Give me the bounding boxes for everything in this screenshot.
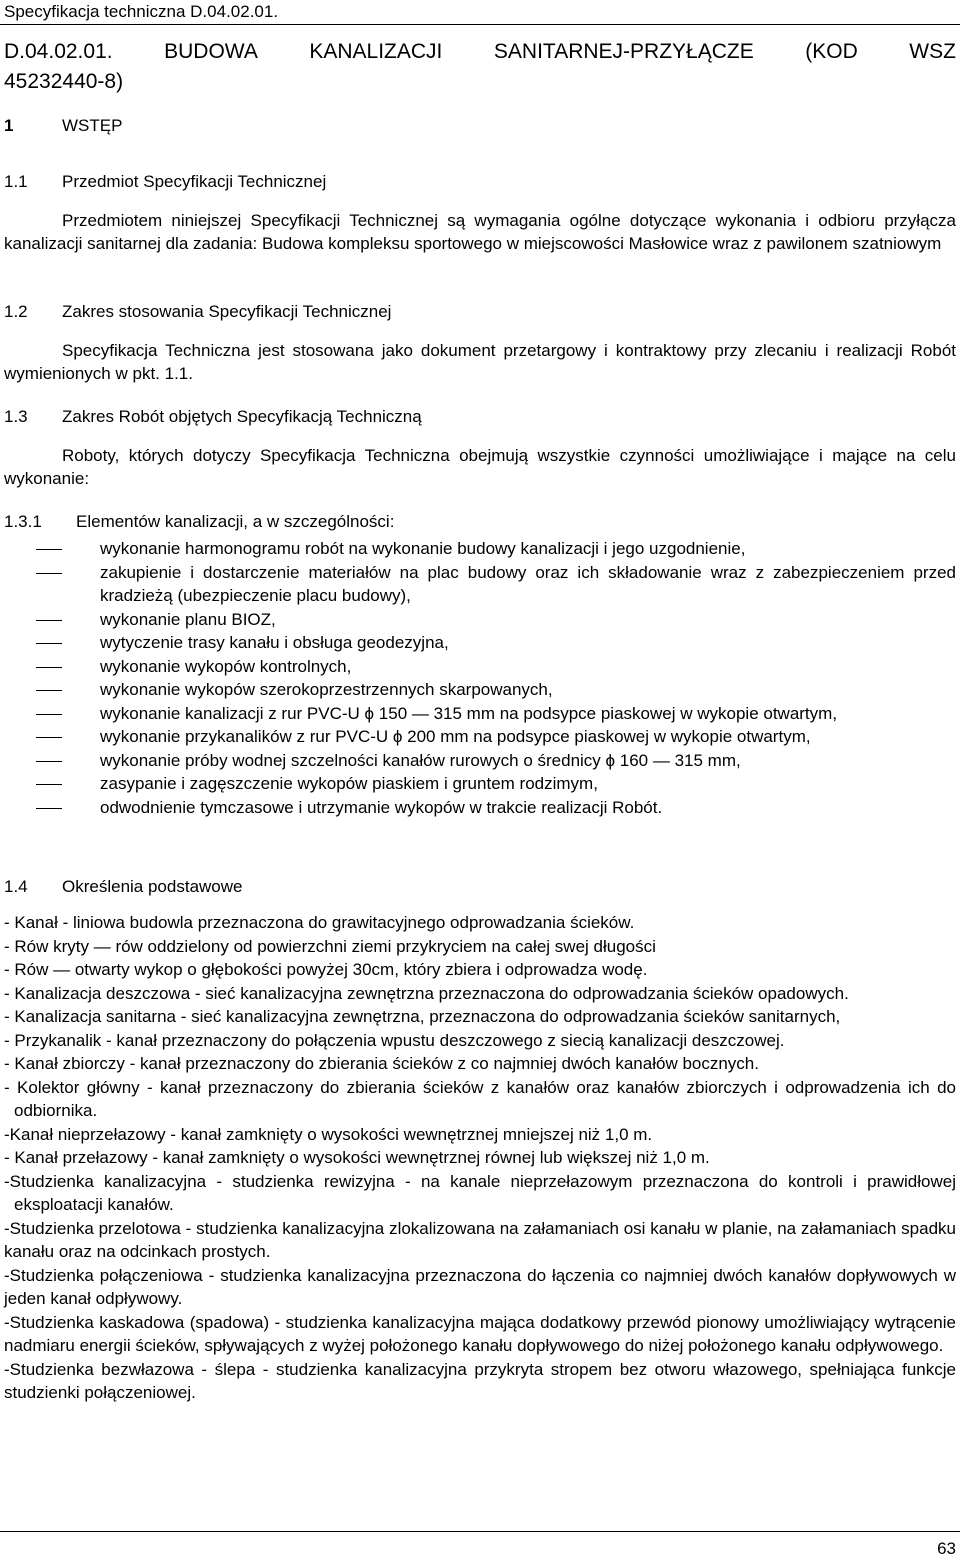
section-1-2 (4, 300, 956, 386)
dash-bullet (4, 772, 100, 796)
definitions-list (4, 911, 956, 1405)
definition: - Kanalizacja deszczowa - sieć kanalizacyjna zewnętrzna przeznaczona do odprowadzania ścieków opadowych. (4, 983, 849, 1003)
section-title: Elementów kanalizacji, a w szczególności: (76, 512, 395, 531)
definition: - Kolektor główny - kanał przeznaczony do zbierania ścieków z kanałów oraz kanałów zbiorczych i odprowadzenia ich do odbiornika. (4, 1077, 956, 1120)
section-number: 1.3.1 (4, 512, 42, 531)
title-line-2: 45232440-8) (4, 70, 124, 93)
list-item: wykonanie wykopów kontrolnych, (4, 655, 956, 679)
definition: - Kanał przełazowy - kanał zamknięty o wysokości wewnętrznej równej lub większej niż 1,0 m. (4, 1148, 710, 1167)
section-title: Przedmiot Specyfikacji Technicznej (62, 172, 327, 191)
doc-code: D.04.02.01. (4, 40, 113, 63)
section-number: 1.1 (4, 172, 28, 191)
definition: - Przykanalik - kanał przeznaczony do połączenia wpustu deszczowego z siecią kanalizacji deszczowej. (4, 1030, 785, 1050)
section-1-1 (4, 170, 956, 256)
list-item: zasypanie i zagęszczenie wykopów piaskiem i gruntem rodzimym, (4, 772, 956, 796)
definition: - Kanał - liniowa budowla przeznaczona do grawitacyjnego odprowadzania ścieków. (4, 913, 635, 932)
list-item: wytyczenie trasy kanału i obsługa geodezyjna, (4, 631, 956, 655)
dash-bullet (4, 796, 100, 820)
title-word: WSZ (909, 40, 956, 63)
list-item: wykonanie wykopów szerokoprzestrzennych skarpowanych, (4, 678, 956, 702)
section-heading (4, 114, 956, 138)
definition: -Kanał nieprzełazowy - kanał zamknięty o wysokości wewnętrznej mniejszej niż 1,0 m. (4, 1124, 653, 1144)
dash-bullet (4, 749, 100, 773)
section-title: Określenia podstawowe (62, 877, 243, 896)
definition: - Kanalizacja sanitarna - sieć kanalizacyjna zewnętrzna, przeznaczona do odprowadzania ścieków sanitarnych, (4, 1007, 841, 1026)
dash-bullet (4, 608, 100, 632)
list-item: wykonanie harmonogramu robót na wykonanie budowy kanalizacji i jego uzgodnienie, (4, 537, 956, 561)
title-word: (KOD (805, 40, 858, 63)
list-item: wykonanie kanalizacji z rur PVC-U ϕ 150 — 315 mm na podsypce piaskowej w wykopie otwartym, (4, 702, 956, 726)
list-item: odwodnienie tymczasowe i utrzymanie wykopów w trakcie realizacji Robót. (4, 796, 956, 820)
section-1-3-1 (4, 510, 956, 534)
section-number: 1 (4, 116, 14, 135)
dash-bullet (4, 702, 100, 726)
section-number: 1.3 (4, 407, 28, 426)
definition: - Rów — otwarty wykop o głębokości powyżej 30cm, który zbiera i odprowadza wodę. (4, 960, 648, 979)
section-heading (4, 405, 956, 429)
dash-bullet (4, 655, 100, 679)
dash-bullet (4, 631, 100, 655)
definition: -Studzienka bezwłazowa - ślepa - studzienka kanalizacyjna przykryta stropem bez otworu włazowego, spełniająca funkcje studzienki połączeniowej. (4, 1359, 956, 1402)
section-body: Specyfikacja Techniczna jest stosowana jako dokument przetargowy i kontraktowy przy zlecaniu i realizacji Robót wymienionych w pkt. 1.1. (4, 340, 956, 383)
definition: - Rów kryty — rów oddzielony od powierzchni ziemi przykryciem na całej swej długości (4, 936, 656, 956)
section-number: 1.4 (4, 877, 28, 896)
section-body: Roboty, których dotyczy Specyfikacja Techniczna obejmują wszystkie czynności umożliwiające i mające na celu wykonanie: (4, 445, 956, 488)
title-word: BUDOWA (164, 40, 258, 63)
definition: - Kanał zbiorczy - kanał przeznaczony do zbierania ścieków z co najmniej dwóch kanałów bocznych. (4, 1054, 759, 1073)
header-rule (0, 24, 960, 25)
section-heading (4, 510, 956, 534)
definition: -Studzienka kanalizacyjna - studzienka rewizyjna - na kanale nieprzełazowym przeznaczona do kontroli i prawidłowej eksploatacji kanałów. (4, 1171, 956, 1214)
running-header: Specyfikacja techniczna D.04.02.01. (4, 2, 279, 21)
dash-bullet (4, 725, 100, 749)
footer-rule (0, 1531, 960, 1532)
section-number: 1.2 (4, 302, 28, 321)
section-heading (4, 170, 956, 194)
section-title: Zakres Robót objętych Specyfikacją Techniczną (62, 407, 422, 426)
definition: -Studzienka kaskadowa (spadowa) - studzienka kanalizacyjna mająca dodatkowy przewód pionowy umożliwiający wytrącenie nadmiaru energii ścieków, spływających z wyżej położonego kanału dopływowego do niżej położonego kanału odpływowego. (4, 1312, 956, 1355)
scope-list (4, 537, 956, 819)
dash-bullet (4, 678, 100, 702)
section-heading (4, 875, 956, 899)
section-1-3 (4, 405, 956, 491)
dash-bullet (4, 537, 100, 561)
section-title: Zakres stosowania Specyfikacji Technicznej (62, 302, 392, 321)
dash-bullet (4, 561, 100, 608)
list-item: wykonanie przykanalików z rur PVC-U ϕ 200 mm na podsypce piaskowej w wykopie otwartym, (4, 725, 956, 749)
definition: -Studzienka przelotowa - studzienka kanalizacyjna zlokalizowana na załamaniach osi kanału w planie, na załamaniach spadku kanału oraz na odcinkach prostych. (4, 1218, 956, 1261)
page-number: 63 (937, 1539, 956, 1558)
document-title (4, 37, 956, 97)
definition: -Studzienka połączeniowa - studzienka kanalizacyjna przeznaczona do łączenia co najmniej dwóch kanałów dopływowych w jeden kanał odpływowy. (4, 1265, 956, 1308)
title-word: KANALIZACJI (309, 40, 443, 63)
section-1-4 (4, 875, 956, 899)
list-item: zakupienie i dostarczenie materiałów na plac budowy oraz ich składowanie wraz z zabezpieczeniem przed kradzieżą (ubezpieczenie placu budowy), (4, 561, 956, 608)
title-line-1 (4, 37, 956, 67)
section-1 (4, 114, 956, 138)
title-word: SANITARNEJ-PRZYŁĄCZE (493, 40, 754, 63)
section-heading (4, 300, 956, 324)
section-body: Przedmiotem niniejszej Specyfikacji Technicznej są wymagania ogólne dotyczące wykonania i odbioru przyłącza kanalizacji sanitarnej dla zadania: Budowa kompleksu sportowego w miejscowości Masłowice wraz z pawilonem szatniowym (4, 210, 956, 253)
list-item: wykonanie planu BIOZ, (4, 608, 956, 632)
list-item: wykonanie próby wodnej szczelności kanałów rurowych o średnicy ϕ 160 — 315 mm, (4, 749, 956, 773)
section-title: WSTĘP (62, 116, 123, 135)
